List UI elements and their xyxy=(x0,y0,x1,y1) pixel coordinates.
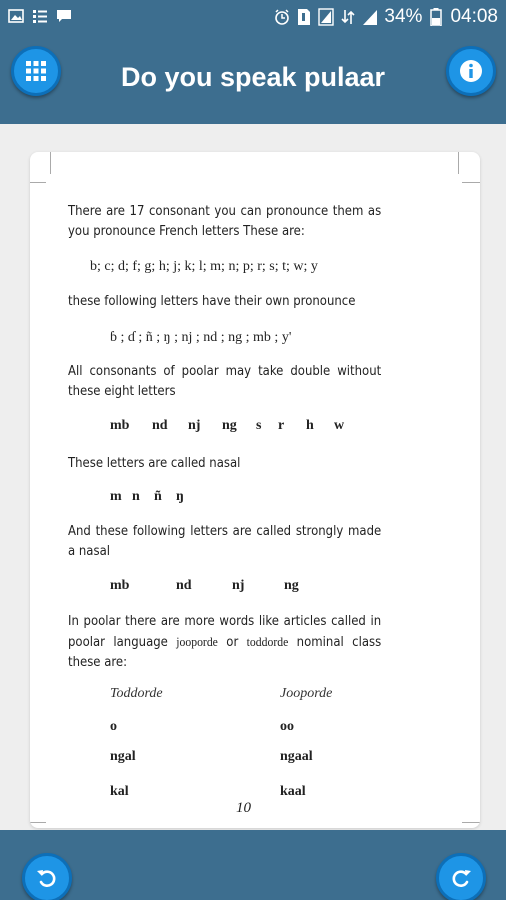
redo-button[interactable] xyxy=(436,853,486,900)
bottom-bar xyxy=(0,830,506,900)
term-toddorde: toddorde xyxy=(246,634,289,649)
letter: mb xyxy=(110,418,130,433)
crop-mark xyxy=(50,152,51,174)
paragraph-strong-nasal: And these following letters are called strongly made a nasal xyxy=(68,524,382,559)
letter: nj xyxy=(188,418,201,433)
consonant-list: b; c; d; f; g; h; j; k; l; m; n; p; r; s; t; w; y xyxy=(90,259,318,274)
crop-mark xyxy=(462,182,480,183)
letter: ŋ xyxy=(176,489,184,504)
letter: s xyxy=(256,418,262,433)
letter: r xyxy=(278,418,285,433)
letter: mb xyxy=(110,578,130,593)
special-letter-list: ɓ ; ɗ ; ñ ; ŋ ; nj ; nd ; ng ; mb ; y' xyxy=(110,330,292,345)
paragraph-consonants-intro: There are 17 consonant you can pronounce them as you pronounce French letters These are: xyxy=(68,204,382,239)
grid-icon xyxy=(25,60,47,82)
letter: ñ xyxy=(154,489,162,504)
letter: nj xyxy=(232,578,245,593)
double-letter-list xyxy=(110,418,354,434)
paragraph-nominal-class xyxy=(68,612,381,673)
paragraph-double-consonants: All consonants of poolar may take double without these eight letters xyxy=(68,364,382,399)
gallery-icon xyxy=(8,8,24,24)
status-bar xyxy=(0,0,506,36)
alarm-icon xyxy=(274,8,290,26)
undo-icon xyxy=(35,866,59,890)
notification-icons xyxy=(8,8,72,24)
list-icon xyxy=(32,8,48,24)
letter: nd xyxy=(176,578,192,593)
message-icon xyxy=(56,8,72,24)
term-jooporde: jooporde xyxy=(176,634,218,649)
table-header-toddorde: Toddorde xyxy=(110,686,163,701)
table-cell: oo xyxy=(280,719,294,734)
table-cell: kaal xyxy=(280,784,306,799)
data-signal-icon xyxy=(318,8,334,26)
app-title: Do you speak pulaar xyxy=(120,62,386,92)
undo-button[interactable] xyxy=(22,853,72,900)
sim-icon xyxy=(296,8,312,26)
table-cell: o xyxy=(110,719,117,734)
crop-mark xyxy=(30,182,46,183)
letter: w xyxy=(334,418,345,433)
clock: 04:08 xyxy=(450,6,498,27)
strong-nasal-letter-list xyxy=(110,578,314,594)
crop-mark xyxy=(462,822,480,823)
system-status xyxy=(274,6,498,28)
table-cell: ngaal xyxy=(280,749,313,764)
paragraph-nasal: These letters are called nasal xyxy=(68,456,241,471)
table-cell: kal xyxy=(110,784,129,799)
battery-icon xyxy=(428,8,444,26)
paragraph-text: In poolar there are more words like articles called in poolar language xyxy=(68,614,382,650)
letter: n xyxy=(132,489,140,504)
info-icon xyxy=(459,59,483,83)
redo-icon xyxy=(449,866,473,890)
letter: ng xyxy=(284,578,299,593)
paragraph-own-pronounce: these following letters have their own pronounce xyxy=(68,294,356,309)
menu-button[interactable] xyxy=(11,46,61,96)
nasal-letter-list xyxy=(110,489,196,505)
data-transfer-icon xyxy=(340,8,356,26)
table-cell: ngal xyxy=(110,749,136,764)
letter: m xyxy=(110,489,122,504)
table-header-jooporde: Jooporde xyxy=(280,686,333,701)
crop-mark xyxy=(30,822,46,823)
paragraph-text: or xyxy=(217,635,247,650)
letter: ng xyxy=(222,418,237,433)
info-button[interactable] xyxy=(446,46,496,96)
cell-signal-icon xyxy=(362,8,378,26)
letter: nd xyxy=(152,418,168,433)
page-number: 10 xyxy=(236,800,251,816)
paragraph-text: nominal class these are: xyxy=(68,635,382,670)
app-bar xyxy=(0,36,506,124)
letter: h xyxy=(306,418,314,433)
crop-mark xyxy=(458,152,459,174)
battery-percent: 34% xyxy=(384,6,423,27)
book-page xyxy=(30,152,480,828)
